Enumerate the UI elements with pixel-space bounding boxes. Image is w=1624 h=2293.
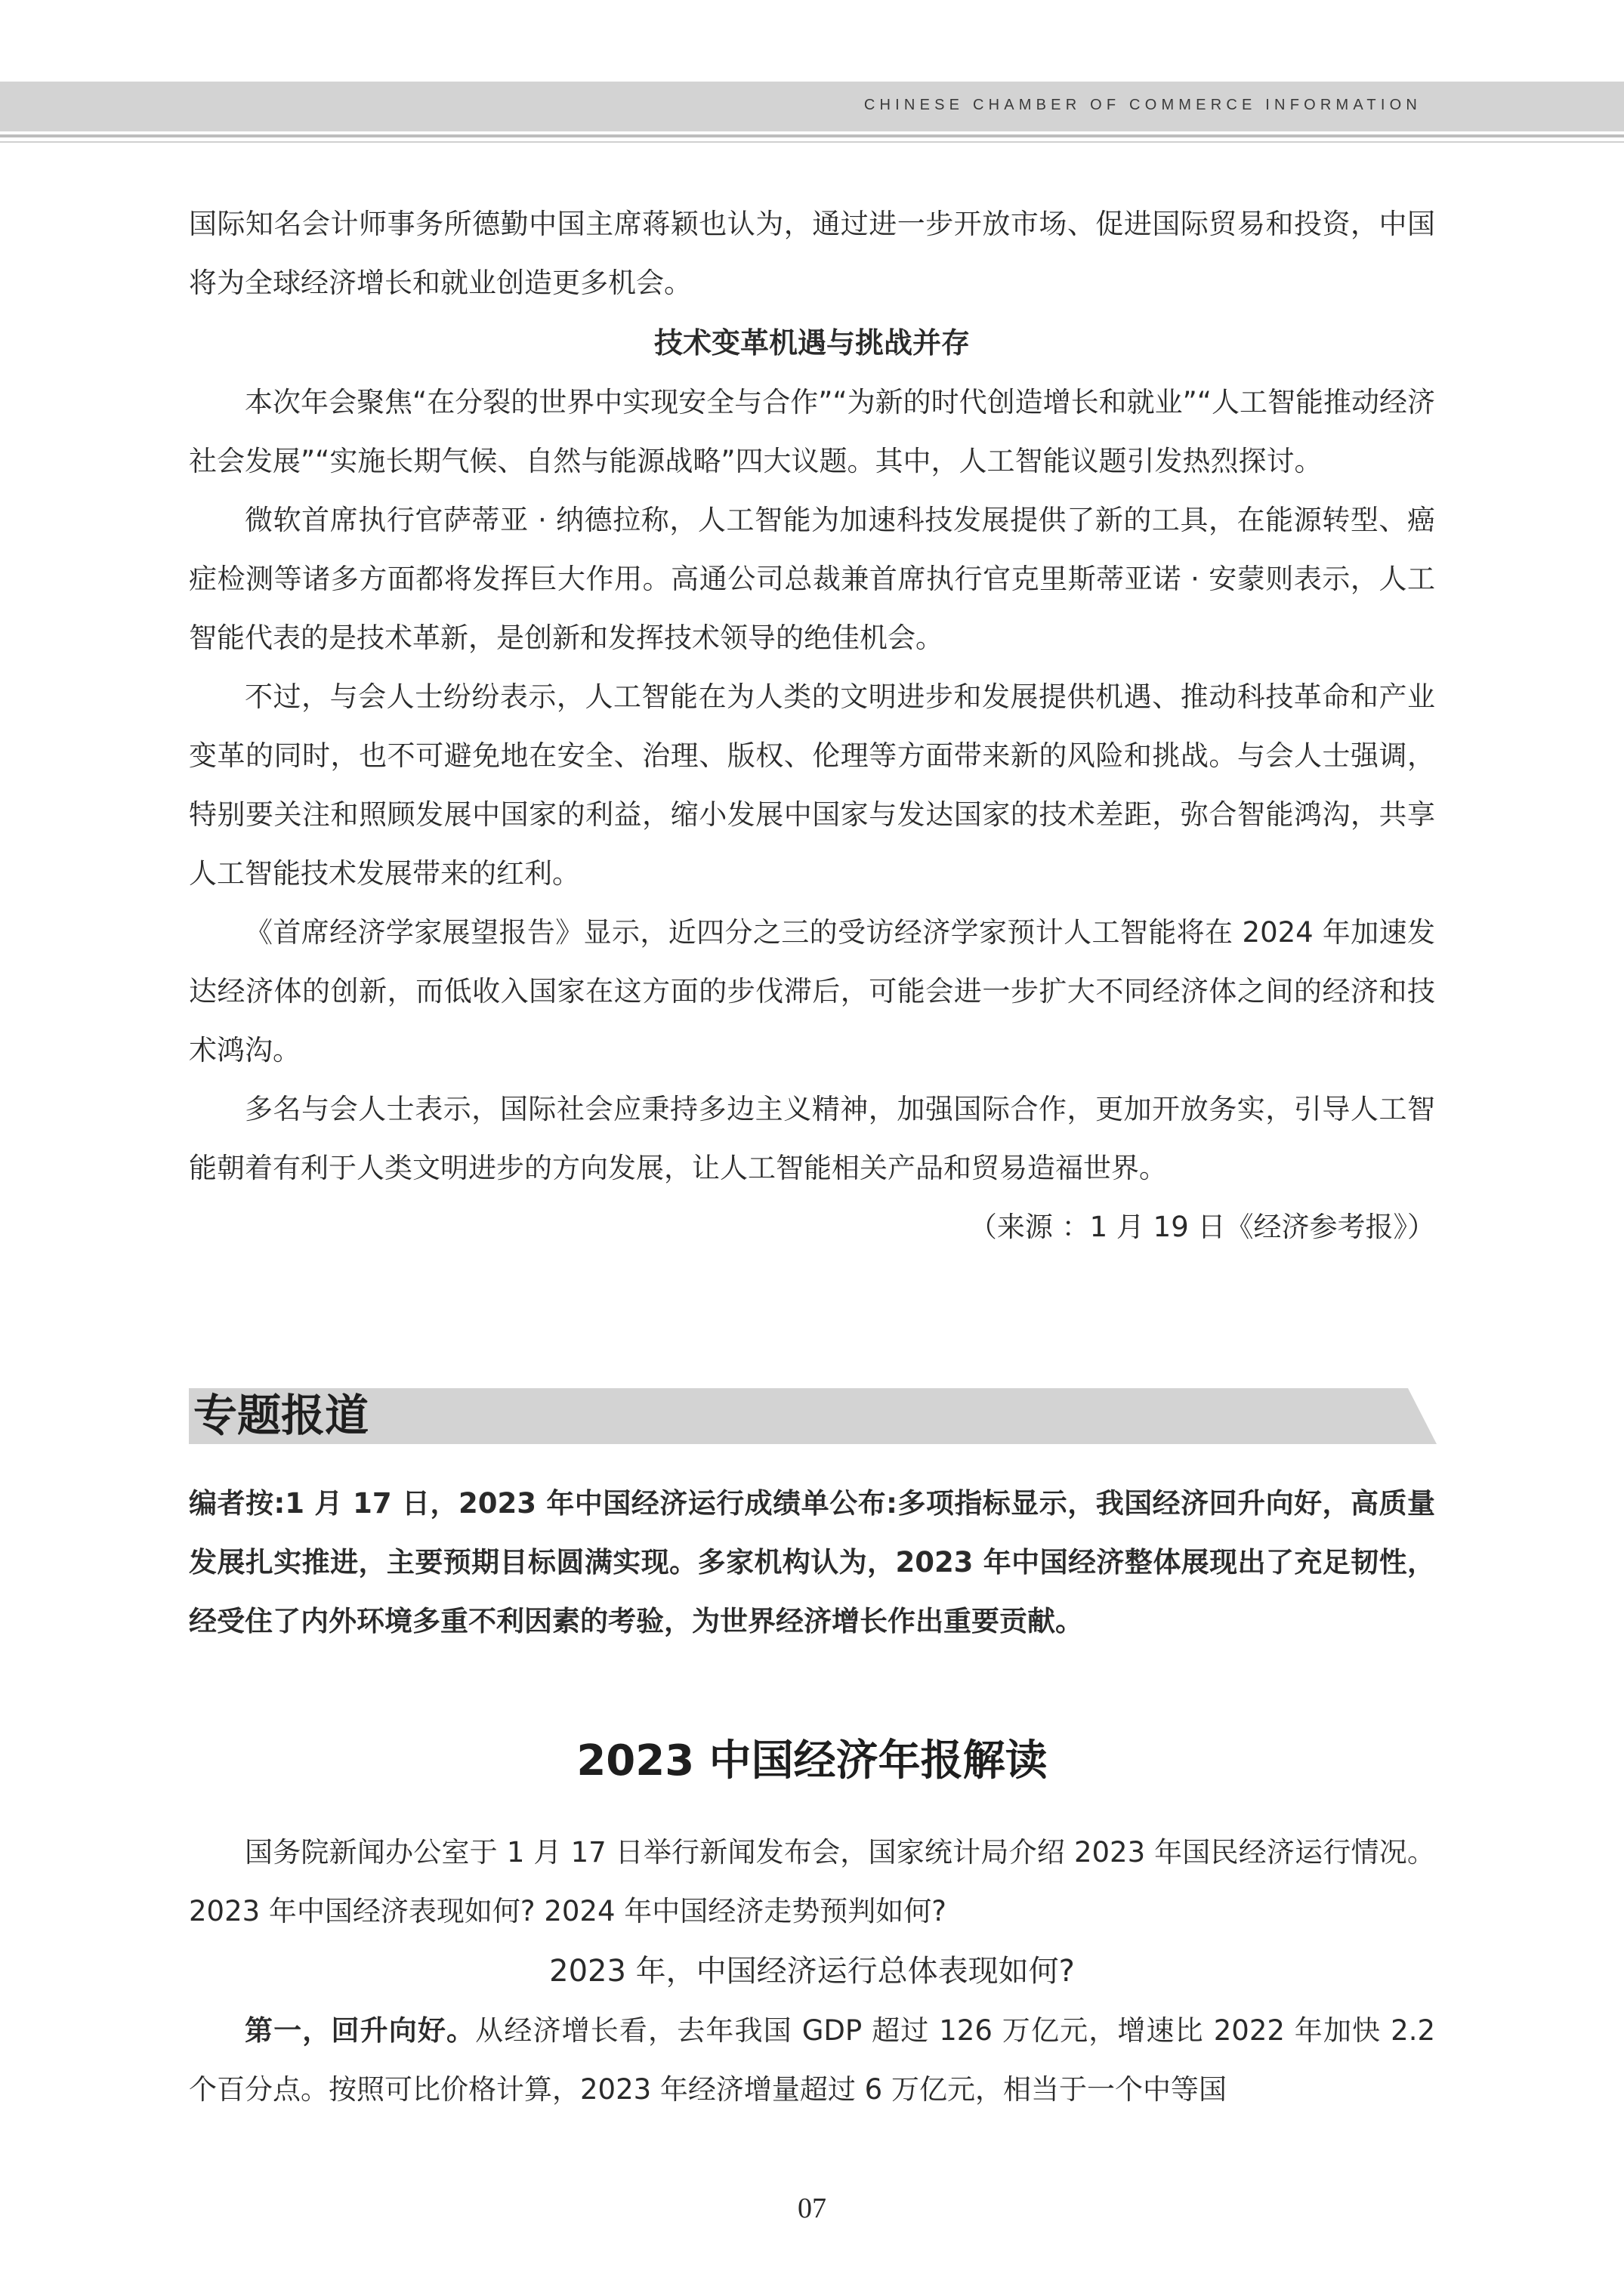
paragraph: 《首席经济学家展望报告》显示，近四分之三的受访经济学家预计人工智能将在 2024 年加速发达经济体的创新，而低收入国家在这方面的步伐滞后，可能会进一步扩大不同经济体之间的经济和技术鸿沟。 bbox=[189, 916, 1435, 1066]
paragraph-intro: 国际知名会计师事务所德勤中国主席蒋颖也认为，通过进一步开放市场、促进国际贸易和投资，中国将为全球经济增长和就业创造更多机会。 bbox=[189, 208, 1435, 299]
article-subheading: 2023 年，中国经济运行总体表现如何? bbox=[549, 1954, 1075, 1989]
paragraph bbox=[189, 2001, 1435, 2119]
article-title: 2023 中国经济年报解读 bbox=[576, 1736, 1048, 1785]
paragraph-lead: 第一，回升向好。 bbox=[245, 2014, 476, 2047]
page-number: 07 bbox=[798, 2193, 826, 2224]
paragraph: 国务院新闻办公室于 1 月 17 日举行新闻发布会，国家统计局介绍 2023 年国民经济运行情况。2023 年中国经济表现如何? 2024 年中国经济走势预判如何? bbox=[189, 1836, 1435, 1927]
paragraph: 多名与会人士表示，国际社会应秉持多边主义精神，加强国际合作，更加开放务实，引导人工智能朝着有利于人类文明进步的方向发展，让人工智能相关产品和贸易造福世界。 bbox=[189, 1093, 1435, 1184]
header-divider bbox=[0, 134, 1624, 137]
article-continuation bbox=[189, 195, 1435, 1257]
section-banner bbox=[189, 1388, 1437, 1444]
paragraph-body: 从经济增长看，去年我国 GDP 超过 126 万亿元，增速比 2022 年加快 2.2 个百分点。按照可比价格计算，2023 年经济增量超过 6 万亿元，相当于一个中等国 bbox=[189, 2014, 1435, 2106]
section-title: 专题报道 bbox=[193, 1390, 369, 1441]
paragraph: 微软首席执行官萨蒂亚 · 纳德拉称，人工智能为加速科技发展提供了新的工具，在能源转型、癌症检测等诸多方面都将发挥巨大作用。高通公司总裁兼首席执行官克里斯蒂亚诺 · 安蒙则表示，人工智能代表的是技术革新，是创新和发挥技术领导的绝佳机会。 bbox=[189, 504, 1435, 654]
article-body bbox=[189, 1823, 1435, 2119]
article-subheading: 技术变革机遇与挑战并存 bbox=[653, 326, 970, 360]
header-divider-thin bbox=[0, 141, 1624, 143]
header-banner-text: CHINESE CHAMBER OF COMMERCE INFORMATION bbox=[863, 97, 1422, 113]
editor-note: 编者按:1 月 17 日，2023 年中国经济运行成绩单公布:多项指标显示，我国经济回升向好，高质量发展扎实推进，主要预期目标圆满实现。多家机构认为，2023 年中国经济整体展现出了充足韧性，经受住了内外环境多重不利因素的考验，为世界经济增长作出重要贡献。 bbox=[189, 1487, 1435, 1637]
paragraph: 不过，与会人士纷纷表示，人工智能在为人类的文明进步和发展提供机遇、推动科技革命和产业变革的同时，也不可避免地在安全、治理、版权、伦理等方面带来新的风险和挑战。与会人士强调，特别要关注和照顾发展中国家的利益，缩小发展中国家与发达国家的技术差距，弥合智能鸿沟，共享人工智能技术发展带来的红利。 bbox=[189, 680, 1435, 890]
article-source: （来源 ：1 月 19 日《经济参考报》） bbox=[968, 1211, 1435, 1243]
paragraph: 本次年会聚焦“在分裂的世界中实现安全与合作”“为新的时代创造增长和就业”“人工智能推动经济社会发展”“实施长期气候、自然与能源战略”四大议题。其中，人工智能议题引发热烈探讨。 bbox=[189, 386, 1435, 477]
